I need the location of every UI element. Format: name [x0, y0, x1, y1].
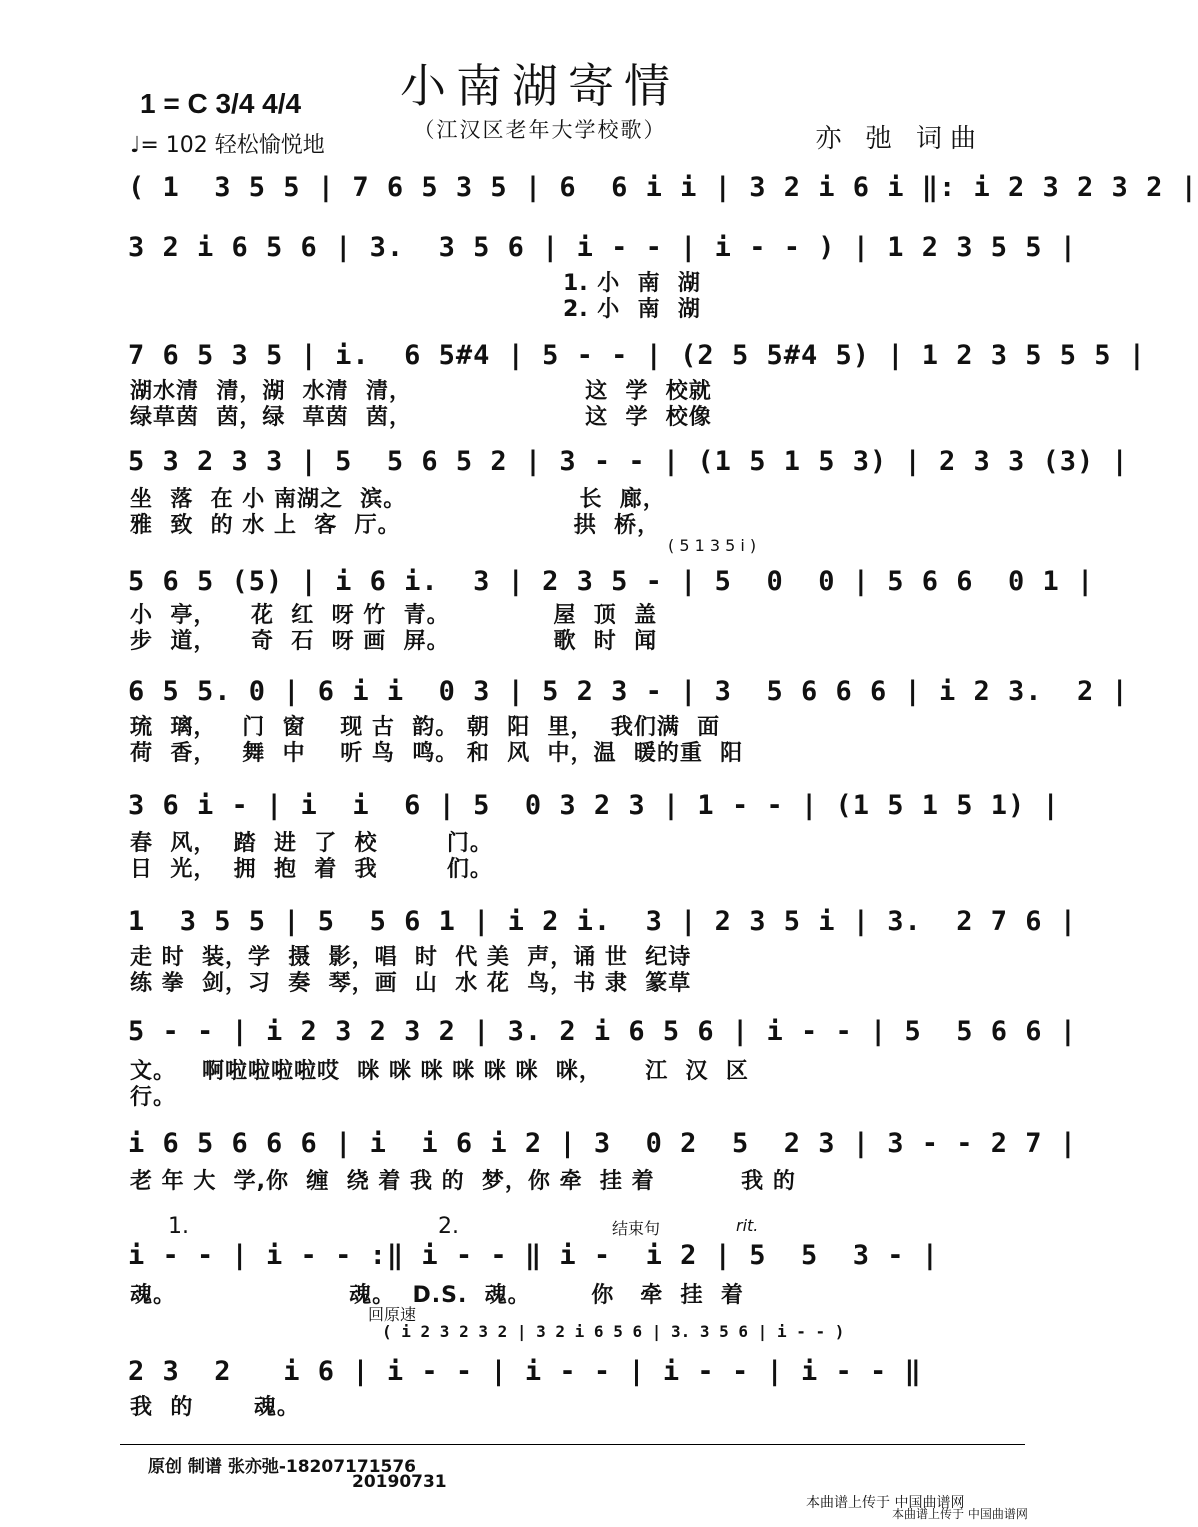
lyrics-verse-1: 走 时 装，学 摄 影，唱 时 代 美 声，诵 世 纪诗	[130, 945, 692, 970]
volta-1: 1.	[168, 1214, 189, 1239]
notes-line: 7 6 5 3 5 | i. 6 5#4 | 5 - - | (2 5 5#4 5) | 1 2 3 5 5 5 |	[128, 340, 1147, 371]
song-subtitle: （江汉区老年大学校歌）	[413, 118, 667, 142]
footer-date: 20190731	[352, 1472, 447, 1492]
key-signature: 1 = C 3/4 4/4	[140, 88, 302, 119]
cue-notes: ( 5 1 3 5 i )	[668, 536, 757, 555]
lyrics-verse-2: 荷 香， 舞 中 听 鸟 鸣。 和 风 中，温 暖的重 阳	[130, 741, 744, 766]
lyrics-verse-1: 我 的 魂。	[130, 1395, 300, 1420]
notes-line: 5 6 5 (5) | i 6 i. 3 | 2 3 5 - | 5 0 0 | 5 6 6 0 1 |	[128, 566, 1095, 597]
lyrics-verse-1: 魂。 魂。 D.S. 魂。 你 牵 挂 着	[130, 1283, 744, 1308]
watermark: 本曲谱上传于 中国曲谱网	[892, 1507, 1028, 1521]
lyrics-verse-2: 绿草茵 茵，绿 草茵 茵， 这 学 校像	[130, 405, 712, 430]
watermark: 本曲谱上传于 中国曲谱网	[806, 1495, 965, 1511]
ending-label: 结束句	[612, 1219, 661, 1238]
rit-marking: rit.	[736, 1216, 759, 1235]
volta-2: 2.	[438, 1214, 459, 1239]
lyrics-verse-2: 行。	[130, 1085, 177, 1110]
lyrics-verse-1: 春 风， 踏 进 了 校 门。	[130, 831, 493, 856]
lyrics-verse-2: 雅 致 的 水 上 客 厅。 拱 桥，	[130, 513, 661, 538]
notes-line: 3 6 i - | i i 6 | 5 0 3 2 3 | 1 - - | (1 5 1 5 1) |	[128, 790, 1060, 821]
notes-line: ( 1 3 5 5 | 7 6 5 3 5 | 6 6 i i | 3 2 i 6 i ‖: i 2 3 2 3 2 |	[128, 172, 1198, 203]
lyrics-verse-1: 1. 小 南 湖	[130, 271, 701, 296]
return-tempo: 回原速	[368, 1305, 417, 1324]
notes-line: 2 3 2 i 6 | i - - | i - - | i - - | i - - ‖	[128, 1356, 922, 1387]
tempo-marking: ♩= 102 轻松愉悦地	[130, 133, 325, 158]
lyrics-verse-1: 琉 璃， 门 窗 现 古 韵。 朝 阳 里， 我们满 面	[130, 715, 721, 740]
notes-line: i 6 5 6 6 6 | i i 6 i 2 | 3 0 2 5 2 3 | 3 - - 2 7 |	[128, 1128, 1078, 1159]
notes-line: i - - | i - - :‖ i - - ‖ i - i 2 | 5 5 3 - |	[128, 1240, 940, 1271]
composer-credit: 亦 弛 词曲	[815, 124, 984, 154]
notes-line: 5 3 2 3 3 | 5 5 6 5 2 | 3 - - | (1 5 1 5 3) | 2 3 3 (3) |	[128, 446, 1129, 477]
lyrics-verse-1: 小 亭， 花 红 呀 竹 青。 屋 顶 盖	[130, 603, 658, 628]
lyrics-verse-1: 坐 落 在 小 南湖之 滨。 长 廊，	[130, 487, 666, 512]
notes-line: 1 3 5 5 | 5 5 6 1 | i 2 i. 3 | 2 3 5 i | 3. 2 7 6 |	[128, 906, 1078, 937]
lyrics-verse-1: 湖水清 清，湖 水清 清， 这 学 校就	[130, 379, 712, 404]
lyrics-verse-2: 练 拳 剑，习 奏 琴，画 山 水 花 鸟，书 隶 篆草	[130, 971, 692, 996]
footer-credit: 原创 制谱 张亦弛-18207171576	[148, 1457, 417, 1477]
notes-line: 3 2 i 6 5 6 | 3. 3 5 6 | i - - | i - - ) | 1 2 3 5 5 |	[128, 232, 1078, 263]
footer-divider	[120, 1444, 1025, 1445]
notes-line: 6 5 5. 0 | 6 i i 0 3 | 5 2 3 - | 3 5 6 6 6 | i 2 3. 2 |	[128, 676, 1129, 707]
lyrics-verse-2: 步 道， 奇 石 呀 画 屏。 歌 时 闻	[130, 629, 658, 654]
song-title: 小南湖寄情	[400, 59, 680, 113]
coda-notes: ( i 2 3 2 3 2 | 3 2 i 6 5 6 | 3. 3 5 6 | i - - )	[382, 1322, 845, 1341]
lyrics-verse-1: 老 年 大 学,你 缠 绕 着 我 的 梦，你 牵 挂 着 我 的	[130, 1169, 796, 1194]
lyrics-verse-2: 2. 小 南 湖	[130, 297, 701, 322]
lyrics-verse-1: 文。 啊啦啦啦啦哎 咪 咪 咪 咪 咪 咪 咪， 江 汉 区	[130, 1059, 749, 1084]
notes-line: 5 - - | i 2 3 2 3 2 | 3. 2 i 6 5 6 | i - - | 5 5 6 6 |	[128, 1016, 1078, 1047]
lyrics-verse-2: 日 光， 拥 抱 着 我 们。	[130, 857, 493, 882]
score-row	[128, 172, 1198, 230]
